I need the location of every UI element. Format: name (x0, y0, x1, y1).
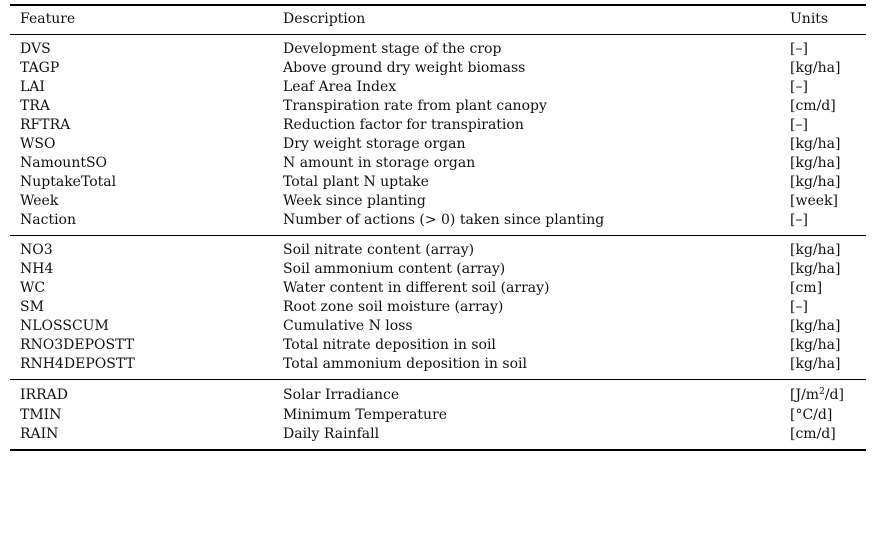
units-cell: [–] (790, 299, 808, 315)
units-cell: [cm/d] (790, 426, 836, 442)
table-row (0, 79, 873, 96)
units-cell: $[J/m^2/d]$ (790, 387, 844, 403)
feature-cell: RNH4DEPOSTT (20, 356, 135, 372)
group-rule (10, 235, 866, 236)
units-cell: [kg/ha] (790, 60, 841, 76)
table-row (0, 117, 873, 134)
feature-cell: TMIN (20, 407, 62, 423)
feature-cell: TRA (20, 98, 50, 114)
group-rule (10, 379, 866, 380)
units-cell: [–] (790, 117, 808, 133)
description-cell: Transpiration rate from plant canopy (283, 98, 547, 114)
feature-cell: Week (20, 193, 59, 209)
feature-cell: NH4 (20, 261, 54, 277)
units-cell: [cm] (790, 280, 823, 296)
feature-cell: NuptakeTotal (20, 174, 117, 190)
table-row (0, 155, 873, 172)
description-cell: Total ammonium deposition in soil (283, 356, 527, 372)
feature-cell: RFTRA (20, 117, 71, 133)
feature-cell: NLOSSCUM (20, 318, 109, 334)
feature-cell: RNO3DEPOSTT (20, 337, 135, 353)
units-cell: [kg/ha] (790, 136, 841, 152)
feature-cell: RAIN (20, 426, 59, 442)
table-row (0, 60, 873, 77)
description-cell: Total plant N uptake (283, 174, 429, 190)
table-row (0, 98, 873, 115)
feature-cell: Naction (20, 212, 76, 228)
table-row (0, 299, 873, 316)
units-cell: [kg/ha] (790, 337, 841, 353)
table-row (0, 387, 873, 404)
table-row (0, 261, 873, 278)
feature-cell: TAGP (20, 60, 60, 76)
header-feature: Feature (20, 11, 76, 27)
feature-cell: WC (20, 280, 46, 296)
table-row (0, 174, 873, 191)
table-row (0, 212, 873, 229)
feature-cell: NamountSO (20, 155, 108, 171)
feature-cell: SM (20, 299, 44, 315)
description-cell: N amount in storage organ (283, 155, 476, 171)
header-units: Units (790, 11, 829, 27)
description-cell: Total nitrate deposition in soil (283, 337, 496, 353)
feature-cell: WSO (20, 136, 56, 152)
table-row (0, 407, 873, 424)
description-cell: Solar Irradiance (283, 387, 400, 403)
units-cell: [kg/ha] (790, 174, 841, 190)
description-cell: Soil ammonium content (array) (283, 261, 506, 277)
description-cell: Minimum Temperature (283, 407, 448, 423)
description-cell: Leaf Area Index (283, 79, 397, 95)
units-cell: [–] (790, 212, 808, 228)
description-cell: Daily Rainfall (283, 426, 380, 442)
description-cell: Dry weight storage organ (283, 136, 466, 152)
units-cell: [cm/d] (790, 98, 836, 114)
feature-cell: NO3 (20, 242, 53, 258)
description-cell: Number of actions (> 0) taken since planting (283, 212, 605, 228)
table-row (0, 426, 873, 443)
description-cell: Above ground dry weight biomass (283, 60, 526, 76)
bottom-rule (10, 449, 866, 451)
units-cell: [kg/ha] (790, 242, 841, 258)
header-rule (10, 34, 866, 35)
table-row (0, 136, 873, 153)
table-row (0, 356, 873, 373)
description-cell: Cumulative N loss (283, 318, 413, 334)
units-cell: [kg/ha] (790, 356, 841, 372)
feature-cell: IRRAD (20, 387, 68, 403)
units-cell: [kg/ha] (790, 318, 841, 334)
description-cell: Reduction factor for transpiration (283, 117, 524, 133)
description-cell: Root zone soil moisture (array) (283, 299, 504, 315)
units-cell: [kg/ha] (790, 155, 841, 171)
header-description: Description (283, 11, 366, 27)
units-cell: [kg/ha] (790, 261, 841, 277)
units-cell: [week] (790, 193, 838, 209)
header-row (0, 11, 873, 28)
table-row (0, 242, 873, 259)
description-cell: Water content in different soil (array) (283, 280, 550, 296)
units-cell: [–] (790, 79, 808, 95)
description-cell: Soil nitrate content (array) (283, 242, 475, 258)
table-row (0, 280, 873, 297)
top-rule (10, 4, 866, 6)
feature-cell: LAI (20, 79, 45, 95)
description-cell: Week since planting (283, 193, 426, 209)
table-row (0, 318, 873, 335)
table-row (0, 337, 873, 354)
table-row (0, 193, 873, 210)
feature-cell: DVS (20, 41, 51, 57)
description-cell: Development stage of the crop (283, 41, 502, 57)
table-row (0, 41, 873, 58)
units-cell: [–] (790, 41, 808, 57)
units-cell: [°C/d] (790, 407, 833, 423)
